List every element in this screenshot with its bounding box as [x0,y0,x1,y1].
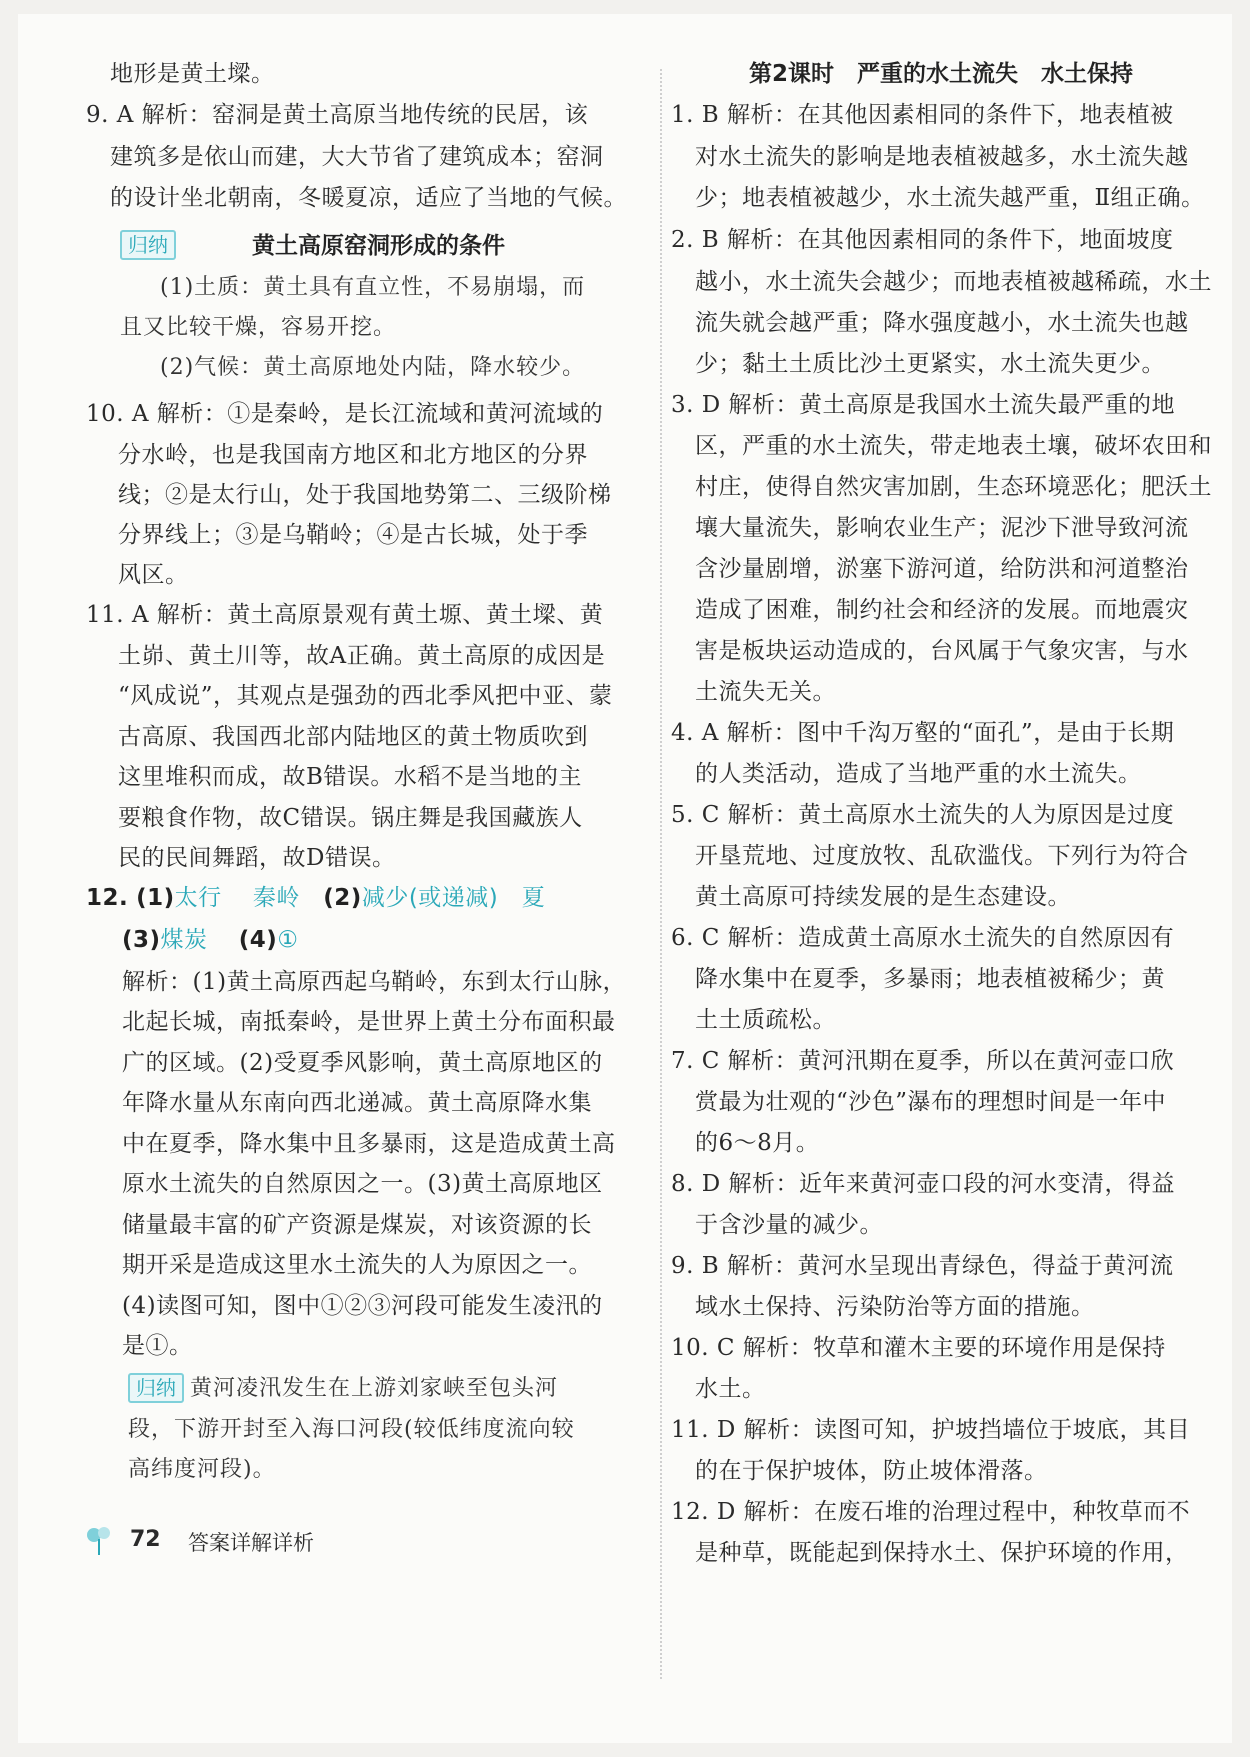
text-line: 11. A 解析：黄土高原景观有黄土塬、黄土墚、黄 [86,602,604,628]
text-line: 5. C 解析：黄土高原水土流失的人为原因是过度 [671,802,1175,828]
summary-tag-label: 归纳 [128,1373,184,1403]
text-line: 解析：(1)黄土高原西起乌鞘岭，东到太行山脉， [122,969,627,995]
text-line: 流失就会越严重；降水强度越小，水土流失也越 [695,310,1189,336]
text-line: 区，严重的水土流失，带走地表土壤，破坏农田和 [695,433,1212,459]
text-line: 域水土保持、污染防治等方面的措施。 [695,1294,1095,1320]
answer-value: 煤炭 [160,927,208,953]
text-line: 要粮食作物，故C错误。锅庄舞是我国藏族人 [118,805,583,831]
column-divider [660,69,662,1679]
text-line: 越小，水土流失会越少；而地表植被越稀疏，水土 [695,269,1212,295]
text-line: 是种草，既能起到保持水土、保护环境的作用， [695,1540,1189,1566]
text-line: 古高原、我国西北部内陆地区的黄土物质吹到 [118,724,588,750]
text-line: 9. A 解析：窑洞是黄土高原当地传统的民居，该 [86,102,589,128]
text-line: 4. A 解析：图中千沟万壑的“面孔”，是由于长期 [671,720,1175,746]
text-line: 分水岭，也是我国南方地区和北方地区的分界 [118,442,588,468]
text-line: 12. D 解析：在废石堆的治理过程中，种牧草而不 [671,1499,1191,1525]
text-line: 10. A 解析：①是秦岭，是长江流域和黄河流域的 [86,401,604,427]
answer-part-label: (2) [323,885,362,911]
text-line: 少；黏土土质比沙土更紧实，水土流失更少。 [695,351,1165,377]
text-line: 分界线上；③是乌鞘岭；④是古长城，处于季 [118,522,588,548]
text-line: 土峁、黄土川等，故A正确。黄土高原的成因是 [118,643,606,669]
text-line: 3. D 解析：黄土高原是我国水土流失最严重的地 [671,392,1176,418]
summary-line: 高纬度河段)。 [128,1457,276,1482]
answer-part-label: (3) [122,927,161,953]
text-line: 黄土高原可持续发展的是生态建设。 [695,884,1071,910]
text-line: 赏最为壮观的“沙色”瀑布的理想时间是一年中 [695,1089,1167,1115]
text-line: 民的民间舞蹈，故D错误。 [118,845,396,871]
text-line: 这里堆积而成，故B错误。水稻不是当地的主 [118,764,582,790]
summary-title: 黄土高原窑洞形成的条件 [252,233,505,259]
text-line: 8. D 解析：近年来黄河壶口段的河水变清，得益 [671,1171,1176,1197]
answer-part-label: (1) [136,885,175,911]
text-line: 土流失无关。 [695,679,836,705]
text-line: 的6～8月。 [695,1130,820,1156]
text-line: 1. B 解析：在其他因素相同的条件下，地表植被 [671,102,1174,128]
text-line: 于含沙量的减少。 [695,1212,883,1238]
text-line: 建筑多是依山而建，大大节省了建筑成本；窑洞 [110,144,604,170]
answer-value: 减少(或递减) [361,885,499,911]
footer-title: 答案详解详析 [188,1531,314,1555]
text-line: 线；②是太行山，处于我国地势第二、三级阶梯 [118,482,612,508]
question-number: 12. [86,885,129,911]
summary-line: 且又比较干燥，容易开挖。 [120,315,397,340]
page [18,14,1232,1743]
text-line: 害是板块运动造成的，台风属于气象灾害，与水 [695,638,1189,664]
answer-value: 太行 [174,885,222,911]
text-line: 的人类活动，造成了当地严重的水土流失。 [695,761,1142,787]
text-line: 地形是黄土墚。 [110,61,275,87]
text-line: “风成说”，其观点是强劲的西北季风把中亚、蒙 [118,683,613,709]
q12-answer-row-2 [122,924,298,956]
summary-line: (2)气候：黄土高原地处内陆，降水较少。 [160,355,586,380]
answer-value: 夏 [521,885,546,911]
text-line: 含沙量剧增，淤塞下游河道，给防洪和河道整治 [695,556,1189,582]
text-line: 水土。 [695,1376,766,1402]
text-line: 是①。 [122,1333,193,1359]
page-number: 72 [130,1527,161,1552]
text-line: 6. C 解析：造成黄土高原水土流失的自然原因有 [671,925,1175,951]
text-line: 的在于保护坡体，防止坡体滑落。 [695,1458,1048,1484]
text-line: (4)读图可知，图中①②③河段可能发生凌汛的 [122,1293,603,1319]
answer-value: 秦岭 [252,885,300,911]
answer-value: ① [277,927,299,953]
section-title: 第2课时 严重的水土流失 水土保持 [749,61,1134,87]
text-line: 降水集中在夏季，多暴雨；地表植被稀少；黄 [695,966,1165,992]
text-line: 开垦荒地、过度放牧、乱砍滥伐。下列行为符合 [695,843,1189,869]
summary-line: (1)土质：黄土具有直立性，不易崩塌，而 [160,275,586,300]
text-line: 的设计坐北朝南，冬暖夏凉，适应了当地的气候。 [110,185,627,211]
summary-line: 段，下游开封至入海口河段(较低纬度流向较 [128,1417,575,1442]
text-line: 土土质疏松。 [695,1007,836,1033]
text-line: 中在夏季，降水集中且多暴雨，这是造成黄土高 [122,1131,616,1157]
q12-answer-row [86,882,545,914]
text-line: 10. C 解析：牧草和灌木主要的环境作用是保持 [671,1335,1166,1361]
text-line: 储量最丰富的矿产资源是煤炭，对该资源的长 [122,1212,592,1238]
text-line: 7. C 解析：黄河汛期在夏季，所以在黄河壶口欣 [671,1048,1175,1074]
summary-tag-label: 归纳 [120,230,176,260]
text-line: 北起长城，南抵秦岭，是世界上黄土分布面积最 [122,1009,616,1035]
text-line: 年降水量从东南向西北递减。黄土高原降水集 [122,1090,592,1116]
text-line: 少；地表植被越少，水土流失越严重，Ⅱ组正确。 [695,185,1205,211]
text-line: 原水土流失的自然原因之一。(3)黄土高原地区 [122,1171,603,1197]
text-line: 11. D 解析：读图可知，护坡挡墙位于坡底，其目 [671,1417,1191,1443]
summary-tag-2 [128,1373,184,1403]
text-line: 2. B 解析：在其他因素相同的条件下，地面坡度 [671,227,1174,253]
summary-tag [120,230,176,260]
footer-leaf-icon [84,1523,118,1557]
text-line: 造成了困难，制约社会和经济的发展。而地震灾 [695,597,1189,623]
answer-part-label: (4) [238,927,278,953]
text-line: 广的区域。(2)受夏季风影响，黄土高原地区的 [122,1050,603,1076]
text-line: 9. B 解析：黄河水呈现出青绿色，得益于黄河流 [671,1253,1174,1279]
text-line: 风区。 [118,562,189,588]
text-line: 村庄，使得自然灾害加剧，生态环境恶化；肥沃土 [695,474,1212,500]
text-line: 期开采是造成这里水土流失的人为原因之一。 [122,1252,592,1278]
text-line: 壤大量流失，影响农业生产；泥沙下泄导致河流 [695,515,1189,541]
text-line: 对水土流失的影响是地表植被越多，水土流失越 [695,144,1189,170]
summary-line: 黄河凌汛发生在上游刘家峡至包头河 [190,1376,559,1401]
